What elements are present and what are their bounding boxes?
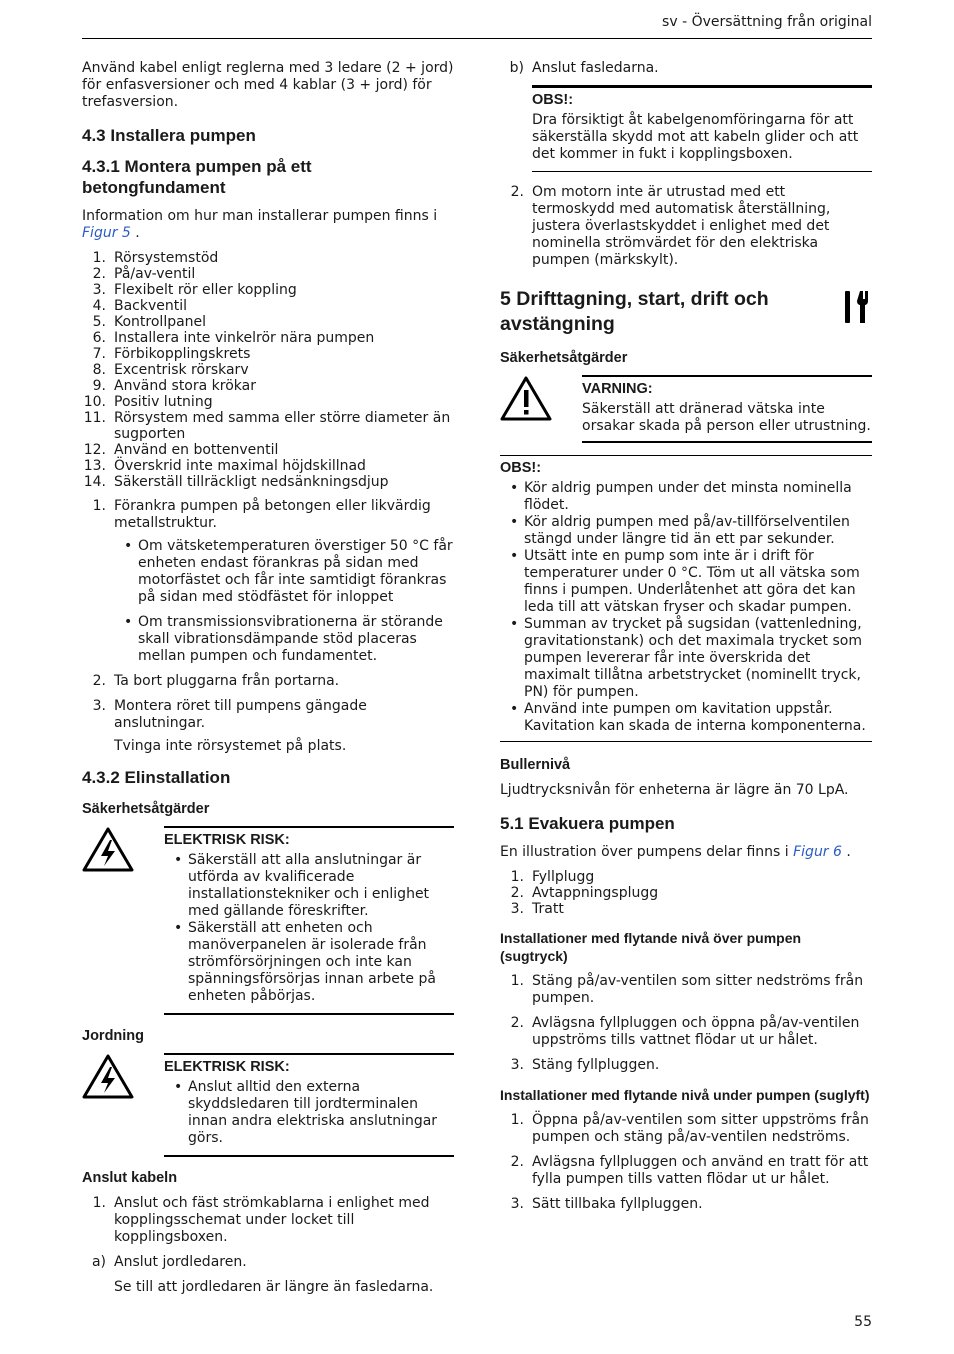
obs-box-2 bbox=[500, 455, 872, 742]
warning-icon bbox=[500, 375, 582, 443]
list-item: 1. Stäng på/av-ventilen som sitter nedströms från pumpen. bbox=[510, 973, 864, 1006]
list-item: 13. Överskrid inte maximal höjdskillnad bbox=[83, 458, 366, 474]
list-item: 1. Öppna på/av-ventilen som sitter uppströms från pumpen och stäng på/av-ventilen nedströms. bbox=[510, 1112, 869, 1145]
list-item: 9. Använd stora krökar bbox=[92, 378, 256, 394]
list-item: • Kör aldrig pumpen under det minsta nominella flödet. bbox=[500, 480, 872, 514]
safety-heading: Säkerhetsåtgärder bbox=[82, 801, 210, 817]
electric-risk-box-2 bbox=[82, 1053, 454, 1157]
list-item: 3. Tratt bbox=[510, 901, 564, 917]
list-item: 2. På/av-ventil bbox=[92, 266, 196, 282]
list-item: • Anslut alltid den externa skyddsledaren till jordterminalen innan andra elektriska anslutningar görs. bbox=[164, 1079, 454, 1147]
electric-hazard-icon bbox=[82, 1053, 164, 1157]
obs-label: OBS!: bbox=[500, 460, 542, 476]
cable-intro: Använd kabel enligt reglerna med 3 ledare (2 + jord) för enfasversioner och med 4 kablar (3 + jord) för trefasversion. bbox=[82, 60, 454, 110]
connect-cable-heading: Anslut kabeln bbox=[82, 1170, 178, 1186]
heading-5-1: 5.1 Evakuera pumpen bbox=[500, 814, 675, 833]
mount-step-1: 1. Förankra pumpen på betongen eller likvärdig metallstruktur. • Om vätsketemperaturen överstiger 50 °C får enheten endast förankras på sidan med motorfästet och får inte samtidigt förankras på sidan med stödfästet för inloppet • Om transmissionsvibrationerna är störande skall vibrationsdämpande stöd placeras mellan pumpen och fundamentet. bbox=[82, 498, 454, 665]
list-item: • Om vätsketemperaturen överstiger 50 °C får enheten endast förankras på sidan med motorfästet och får inte samtidigt förankras på sidan med stödfästet för inloppet bbox=[114, 538, 454, 606]
install-info: Information om hur man installerar pumpen finns i Figur 5 . bbox=[82, 208, 438, 241]
electric-hazard-icon bbox=[82, 826, 164, 1015]
risk-label: ELEKTRISK RISK: bbox=[164, 832, 290, 848]
noise-text: Ljudtrycksnivån för enheterna är lägre än 70 LpA. bbox=[500, 782, 849, 798]
figure-6-link[interactable]: Figur 6 bbox=[793, 844, 842, 860]
list-item: • Använd inte pumpen om kavitation uppstår. Kavitation kan skada de interna komponenterna. bbox=[500, 701, 872, 735]
list-item: 2. Avlägsna fyllpluggen och använd en tratt för att fylla pumpen tills vatten flödar ut ur hålet. bbox=[510, 1154, 869, 1187]
tools-icon bbox=[842, 287, 872, 334]
left-column bbox=[82, 60, 454, 1304]
figure-5-link[interactable]: Figur 5 bbox=[82, 225, 131, 241]
electric-risk-box-1 bbox=[82, 826, 454, 1015]
list-item: 11. Rörsystem med samma eller större diameter än sugporten bbox=[83, 410, 451, 442]
list-item: 14. Säkerställ tillräckligt nedsänkningsdjup bbox=[83, 474, 389, 490]
noise-heading: Bullernivå bbox=[500, 757, 571, 773]
below-pump-steps bbox=[500, 1112, 872, 1213]
obs-box-1: OBS!: Dra försiktigt åt kabelgenomföringarna för att säkerställa skydd mot att kabeln glider och att det kommer in fukt i kopplingsboxen. bbox=[532, 85, 872, 172]
warning-label: VARNING: bbox=[582, 381, 653, 397]
list-item: 12. Använd en bottenventil bbox=[83, 442, 279, 458]
list-item: 1. Fyllplugg bbox=[510, 869, 595, 885]
list-item: 2. Avtappningsplugg bbox=[510, 885, 659, 901]
cable-step-b: b) Anslut fasledarna. bbox=[509, 60, 659, 76]
heading-4-3-1: 4.3.1 Montera pumpen på ett betongfundament bbox=[82, 157, 312, 197]
above-pump-steps bbox=[500, 973, 872, 1074]
cable-step-2: 2. Om motorn inte är utrustad med ett termoskydd med automatisk återställning, justera överlastskyddet i enlighet med det nominella strömvärdet för den elektriska pumpen (märkskylt). bbox=[510, 184, 831, 268]
cable-step-a: a) Anslut jordledaren. Se till att jordledaren är längre än fasledarna. bbox=[82, 1254, 454, 1296]
list-item: 1. Rörsystemstöd bbox=[92, 250, 219, 266]
list-item: 4. Backventil bbox=[92, 298, 188, 314]
list-item: 3. Stäng fyllpluggen. bbox=[510, 1057, 660, 1073]
running-header: sv - Översättning från original bbox=[662, 14, 872, 30]
heading-5: 5 Drifttagning, start, drift och avstängning bbox=[500, 287, 872, 337]
list-item: • Säkerställ att enheten och manöverpanelen är isolerade från strömförsörjningen och inte kan spänningsförsörjas innan arbete på enheten påbörjas. bbox=[164, 920, 454, 1005]
right-column bbox=[500, 60, 872, 1221]
cable-steps bbox=[82, 1195, 454, 1296]
evac-parts-list bbox=[500, 869, 872, 917]
evac-info: En illustration över pumpens delar finns i Figur 6 . bbox=[500, 844, 851, 860]
warning-box: VARNING: Säkerställ att dränerad vätska inte orsakar skada på person eller utrustning. bbox=[500, 375, 872, 443]
heading-4-3: 4.3 Installera pumpen bbox=[82, 126, 256, 145]
header-rule bbox=[82, 38, 872, 39]
list-item: 8. Excentrisk rörskarv bbox=[92, 362, 249, 378]
list-item: 2. Avlägsna fyllpluggen och öppna på/av-ventilen uppströms tills vattnet flödar ut ur hålet. bbox=[510, 1015, 860, 1048]
list-item: 6. Installera inte vinkelrör nära pumpen bbox=[92, 330, 375, 346]
parts-list bbox=[82, 250, 454, 490]
mount-steps bbox=[82, 498, 454, 755]
list-item: • Säkerställ att alla anslutningar är utförda av kvalificerade installationstekniker och i enlighet med gällande föreskrifter. bbox=[164, 852, 454, 920]
list-item: • Utsätt inte en pump som inte är i drift för temperaturer under 0 °C. Töm ut all vätska som finns i pumpen. Underlåtenhet att göra det kan leda till att vätskan fryser och skadar pumpen. bbox=[500, 548, 872, 616]
list-item: • Om transmissionsvibrationerna är störande skall vibrationsdämpande stöd placeras mellan pumpen och fundamentet. bbox=[114, 614, 454, 665]
cable-step-1: 1. Anslut och fäst strömkablarna i enlighet med kopplingsschemat under locket till kopplingsboxen. bbox=[92, 1195, 430, 1245]
cable-step-a-note: Se till att jordledaren är längre än fasledarna. bbox=[114, 1279, 434, 1295]
obs-label: OBS!: bbox=[532, 92, 574, 108]
mount-step-2: 2. Ta bort pluggarna från portarna. bbox=[92, 673, 340, 689]
page-number: 55 bbox=[854, 1314, 872, 1330]
risk-label: ELEKTRISK RISK: bbox=[164, 1059, 290, 1075]
safety-heading: Säkerhetsåtgärder bbox=[500, 350, 628, 366]
list-item: • Kör aldrig pumpen med på/av-tillförselventilen stängd under längre tid än ett par sekunder. bbox=[500, 514, 872, 548]
below-pump-heading: Installationer med flytande nivå under pumpen (suglyft) bbox=[500, 1087, 870, 1103]
list-item: 5. Kontrollpanel bbox=[92, 314, 207, 330]
above-pump-heading: Installationer med flytande nivå över pumpen (sugtryck) bbox=[500, 930, 802, 964]
mount-step-1-bullets bbox=[114, 538, 454, 665]
list-item: 3. Flexibelt rör eller koppling bbox=[92, 282, 297, 298]
list-item: 3. Sätt tillbaka fyllpluggen. bbox=[510, 1196, 703, 1212]
list-item: 10. Positiv lutning bbox=[83, 394, 213, 410]
list-item: 7. Förbikopplingskrets bbox=[92, 346, 251, 362]
grounding-heading: Jordning bbox=[82, 1028, 145, 1044]
heading-4-3-2: 4.3.2 Elinstallation bbox=[82, 768, 231, 787]
list-item: • Summan av trycket på sugsidan (vattenledning, gravitationstank) och det maximala trycket som pumpen levererar får inte överskrida det maximalt tillåtna arbetstrycket (nominellt tryck, PN) för pumpen. bbox=[500, 616, 872, 701]
mount-step-3: 3. Montera röret till pumpens gängade anslutningar. Tvinga inte rörsystemet på plats. bbox=[82, 698, 454, 755]
mount-step-3-note: Tvinga inte rörsystemet på plats. bbox=[114, 738, 347, 754]
